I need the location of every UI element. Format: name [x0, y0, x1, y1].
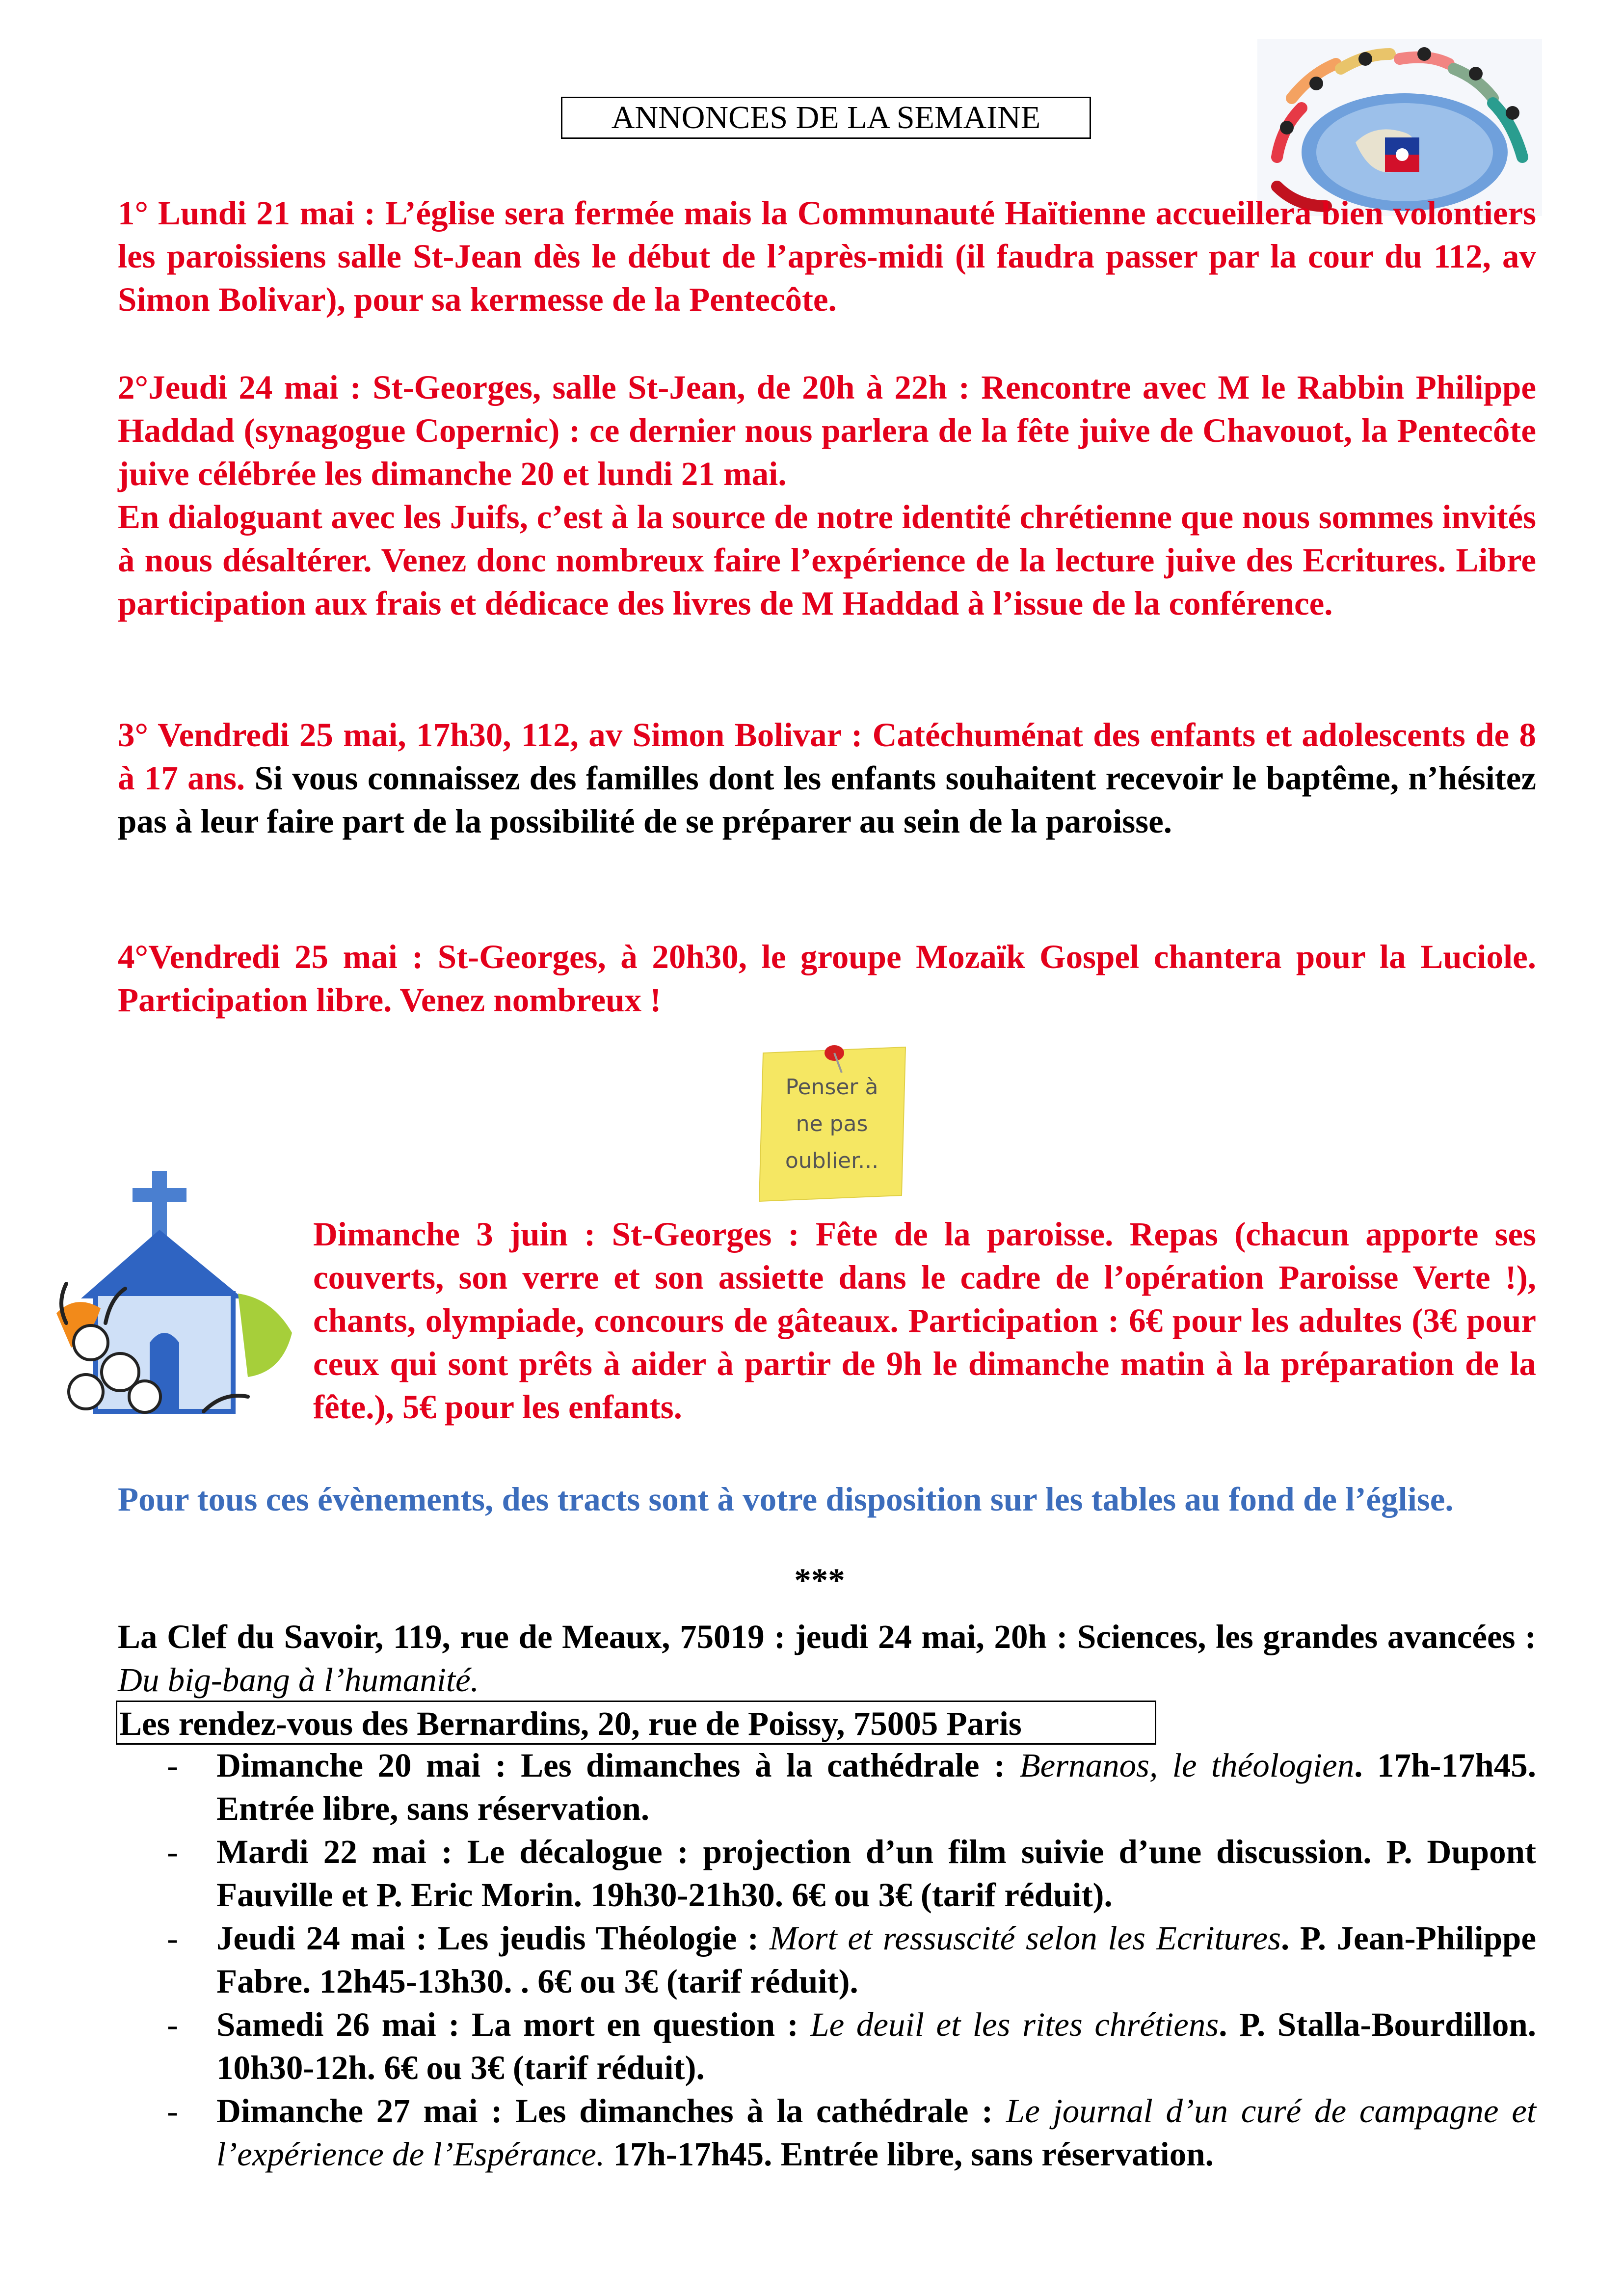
list-dash: -: [167, 2092, 178, 2130]
event-subtitle: Mort et ressuscité selon les Ecritures: [759, 1919, 1281, 1957]
list-dash: -: [167, 1833, 178, 1870]
sticky-note: [748, 1038, 910, 1205]
bernardins-heading: Les rendez-vous des Bernardins, 20, rue de Poissy, 75005 Paris: [116, 1701, 1156, 1745]
event-subtitle: Le journal d’un curé de campagne et l’expérience de l’Espérance.: [216, 2092, 1536, 2173]
announcement-5: Dimanche 3 juin : St-Georges : Fête de la paroisse. Repas (chacun apporte ses couverts, son verre et son assiette dans le cadre de l’opération Paroisse Verte !), chants, olympiade, concours de gâteaux. Participation : 6€ pour les adultes (3€ pour ceux qui sont prêts à aider à partir de 9h le dimanche matin à la préparation de la fête.), 5€ pour les enfants.: [313, 1216, 1536, 1426]
clef-du-savoir: [118, 1615, 1536, 1702]
announcement-1: 1° Lundi 21 mai : L’église sera fermée mais la Communauté Haïtienne accueillera bien volontiers les paroissiens salle St-Jean dès le début de l’après-midi (il faudra passer par la cour du 112, av Simon Bolivar), pour sa kermesse de la Pentecôte.: [118, 194, 1536, 318]
announcement-3: [118, 713, 1536, 843]
announcement-4: 4°Vendredi 25 mai : St-Georges, à 20h30, le groupe Mozaïk Gospel chantera pour la Luciole. Participation libre. Venez nombreux !: [118, 938, 1536, 1019]
list-item: [118, 2089, 1536, 2176]
bernardins-events-list: [118, 1744, 1536, 2176]
list-dash: -: [167, 1919, 178, 1957]
announcement-2: 2°Jeudi 24 mai : St-Georges, salle St-Jean, de 20h à 22h : Rencontre avec M le Rabbin Philippe Haddad (synagogue Copernic) : ce dernier nous parlera de la fête juive de Chavouot, la Pentecôte juive célébrée les dimanche 20 et lundi 21 mai.: [118, 369, 1536, 492]
community-logo-image: [1257, 39, 1542, 216]
sticky-note-line-1: Penser à: [785, 1075, 878, 1100]
event-subtitle: Le deuil et les rites chrétiens: [798, 2006, 1219, 2043]
event-details: . P. Stalla-Bourdillon. 10h30-12h. 6€ ou 3€ (tarif réduit).: [216, 2006, 1536, 2086]
list-item: [118, 1744, 1536, 1830]
list-dash: -: [167, 1747, 178, 1784]
event-details: 17h-17h45. Entrée libre, sans réservation.: [605, 2135, 1214, 2173]
sticky-note-line-2: ne pas: [796, 1111, 868, 1136]
event-subtitle: Bernanos, le théologien: [1005, 1747, 1355, 1784]
clef-du-savoir-heading: La Clef du Savoir, 119, rue de Meaux, 75019 : jeudi 24 mai, 20h : Sciences, les grandes avancées :: [118, 1618, 1536, 1655]
event-title: Dimanche 20 mai : Les dimanches à la cathédrale :: [216, 1747, 1005, 1784]
announcement-2-details: En dialoguant avec les Juifs, c’est à la source de notre identité chrétienne que nous sommes invités à nous désaltérer. Venez donc nombreux faire l’expérience de la lecture juive des Ecritures. Libre participation aux frais et dédicace des livres de M Haddad à l’issue de la conférence.: [118, 498, 1536, 622]
announcement-3-heading: 3° Vendredi 25 mai, 17h30, 112, av Simon Bolivar : Catéchuménat des enfants et adolescents de 8 à 17 ans.: [118, 716, 1536, 797]
list-item: [118, 2003, 1536, 2089]
event-title: Samedi 26 mai : La mort en question :: [216, 2006, 798, 2043]
list-item: [118, 1917, 1536, 2003]
list-dash: -: [167, 2006, 178, 2043]
announcement-3-body: Si vous connaissez des familles dont les enfants souhaitent recevoir le baptême, n’hésitez pas à leur faire part de la possibilité de se préparer au sein de la paroisse.: [118, 759, 1537, 840]
event-details: . 17h-17h45. Entrée libre, sans réservation.: [216, 1747, 1536, 1827]
event-title: Jeudi 24 mai : Les jeudis Théologie :: [216, 1919, 759, 1957]
event-title: Mardi 22 mai : Le décalogue : projection d’un film suivie d’une discussion. P. Dupont Fauville et P. Eric Morin. 19h30-21h30. 6€ ou 3€ (tarif réduit).: [216, 1833, 1536, 1914]
event-details: . P. Jean-Philippe Fabre. 12h45-13h30. . 6€ ou 3€ (tarif réduit).: [216, 1919, 1537, 2000]
page-title: ANNONCES DE LA SEMAINE: [561, 97, 1091, 139]
sticky-note-line-3: oublier...: [785, 1148, 879, 1173]
event-title: Dimanche 27 mai : Les dimanches à la cathédrale :: [216, 2092, 993, 2130]
church-illustration: [47, 1166, 297, 1431]
separator: ***: [794, 1562, 845, 1599]
clef-du-savoir-title: Du big-bang à l’humanité.: [118, 1661, 479, 1699]
tracts-note: Pour tous ces évènements, des tracts sont à votre disposition sur les tables au fond de l’église.: [118, 1481, 1454, 1518]
list-item: [118, 1830, 1536, 1917]
